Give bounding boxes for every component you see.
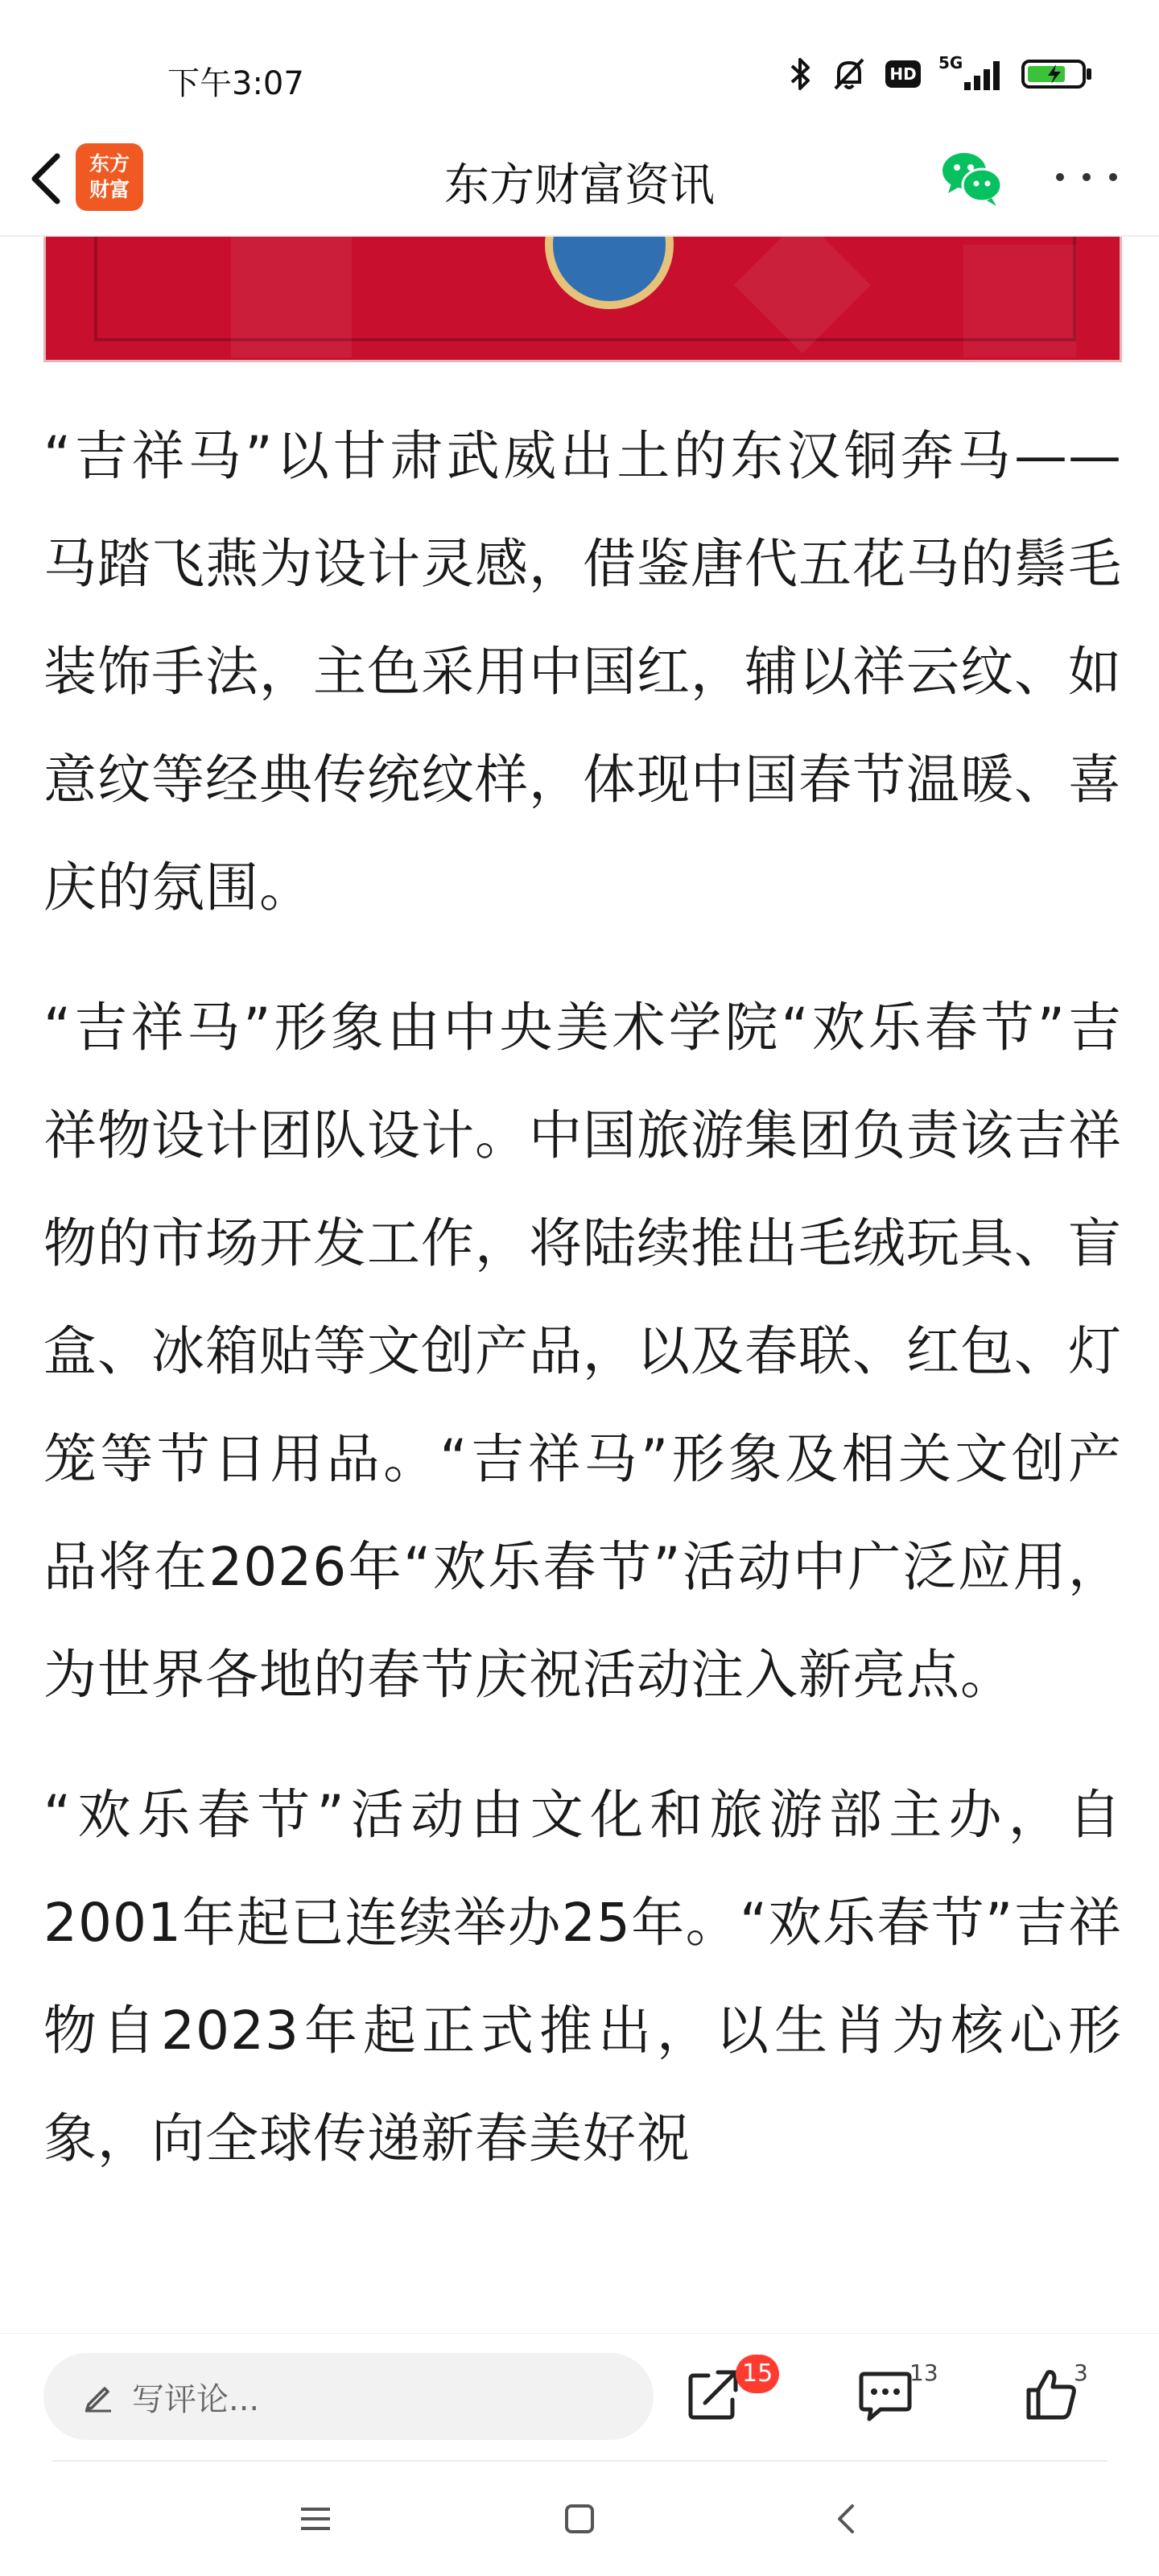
status-icons: [789, 53, 1095, 92]
thumbs-up-icon: [1022, 2366, 1080, 2424]
article-paragraph: “欢乐春节”活动由文化和旅游部主办，自2001年起已连续举办25年。“欢乐春节”吉祥物自2023年起正式推出，以生肖为核心形象，向全球传递新春美好祝: [43, 1784, 1122, 2169]
back-triangle-icon: [833, 2503, 857, 2535]
network-label: 5G: [938, 53, 963, 72]
pencil-icon: [82, 2380, 114, 2413]
bluetooth-icon: [789, 56, 813, 92]
status-bar: [0, 0, 1159, 121]
5g-signal-icon: [938, 53, 1003, 92]
app-nav-bar: [0, 121, 1159, 237]
comment-placeholder: 写评论...: [132, 2380, 260, 2418]
banner-decoration: [231, 237, 352, 357]
bottom-action-bar: [0, 2333, 1159, 2460]
home-button[interactable]: [547, 2491, 612, 2547]
hd-icon: HD: [885, 60, 921, 88]
banner-decoration: [963, 245, 1076, 357]
home-square-icon: [563, 2503, 596, 2535]
comment-count: 13: [909, 2359, 938, 2386]
logo-line2: 财富: [89, 178, 130, 201]
mute-icon: [831, 56, 868, 92]
system-back-button[interactable]: [813, 2491, 877, 2547]
article-paragraph: “吉祥马”形象由中央美术学院“欢乐春节”吉祥物设计团队设计。中国旅游集团负责该吉祥物的市场开发工作，将陆续推出毛绒玩具、盲盒、冰箱贴等文创产品，以及春联、红包、灯笼等节日用品。“吉祥马”形象及相关文创产品将在2026年“欢乐春节”活动中广泛应用，为世界各地的春节庆祝活动注入新亮点。: [43, 997, 1122, 1706]
comment-input[interactable]: [43, 2353, 654, 2440]
wechat-share-button[interactable]: [940, 148, 1004, 209]
status-time: 下午3:07: [167, 65, 304, 102]
page-title: 东方财富资讯: [444, 159, 715, 212]
article-paragraph: “吉祥马”以甘肃武威出土的东汉铜奔马——马踏飞燕为设计灵感，借鉴唐代五花马的鬃毛装饰手法，主色采用中国红，辅以祥云纹、如意纹等经典传统纹样，体现中国春节温暖、喜庆的氛围。: [43, 425, 1122, 919]
more-dot-icon: [1109, 173, 1117, 181]
article-banner-image[interactable]: [43, 237, 1122, 362]
like-count: 3: [1074, 2359, 1088, 2386]
battery-charging-icon: [1021, 56, 1095, 92]
more-dot-icon: [1056, 173, 1064, 181]
share-count-badge: 15: [736, 2355, 779, 2393]
divider: [52, 2460, 1107, 2462]
logo-line1: 东方: [89, 152, 130, 175]
more-dot-icon: [1083, 173, 1091, 181]
share-icon: [684, 2366, 742, 2424]
wechat-icon: [940, 148, 1004, 209]
system-nav-bar: [0, 2463, 1159, 2576]
comment-icon: [856, 2366, 914, 2424]
menu-icon: [299, 2504, 332, 2533]
more-options-button[interactable]: [1056, 151, 1117, 203]
recent-apps-button[interactable]: [283, 2491, 348, 2547]
article-body: [43, 402, 1122, 2225]
